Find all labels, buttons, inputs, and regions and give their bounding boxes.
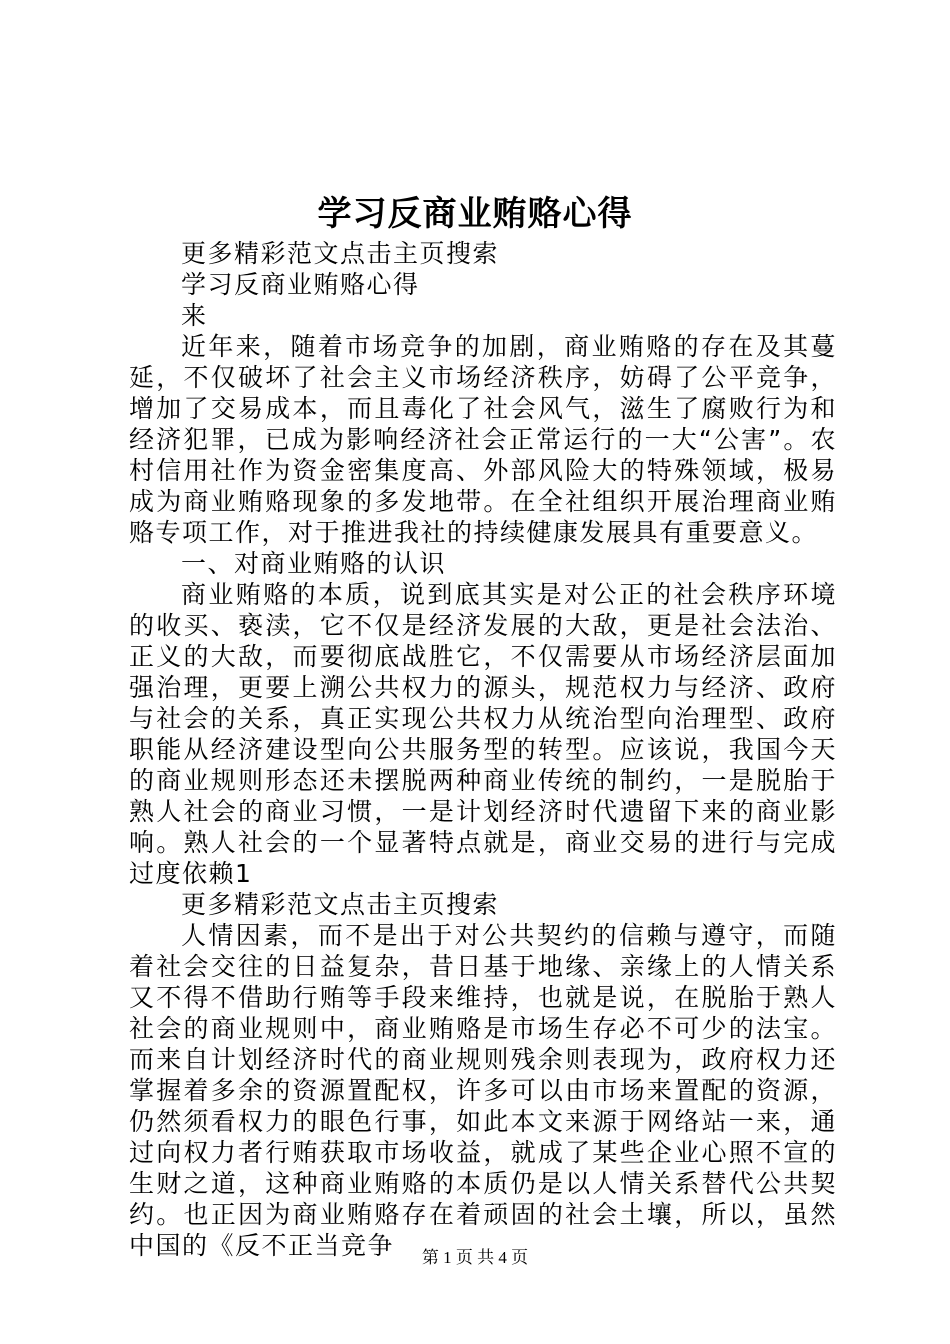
page-footer: 第 1 页 共 4 页: [421, 1248, 529, 1267]
paragraph-essence: 商业贿赂的本质，说到底其实是对公正的社会秩序环境的收买、亵渎，它不仅是经济发展的大敌，更是社会法治、正义的大敌，而要彻底战胜它，不仅需要从市场经济层面加强治理，更要上溯公共权力的源头，规范权力与经济、政府与社会的关系，真正实现公共权力从统治型向治理型、政府职能从经济建设型向公共服务型的转型。应该说，我国今天的商业规则形态还未摆脱两种商业传统的制约，一是脱胎于熟人社会的商业习惯，一是计划经济时代遗留下来的商业影响。熟人社会的一个显著特点就是，商业交易的进行与完成过度依赖1: [129, 580, 837, 888]
section-heading-1: 一、对商业贿赂的认识: [181, 549, 447, 578]
document-title: 学习反商业贿赂心得: [317, 194, 633, 234]
header-note: 更多精彩范文点击主页搜索: [181, 239, 500, 268]
document-body: [129, 238, 837, 1261]
page-break-note: 更多精彩范文点击主页搜索: [181, 890, 500, 919]
subtitle-line: 学习反商业贿赂心得: [181, 270, 420, 299]
paragraph-intro: 近年来，随着市场竞争的加剧，商业贿赂的存在及其蔓延，不仅破坏了社会主义市场经济秩序，妨碍了公平竞争，增加了交易成本，而且毒化了社会风气，滋生了腐败行为和经济犯罪，已成为影响经济社会正常运行的一大“公害”。农村信用社作为资金密集度高、外部风险大的特殊领域，极易成为商业贿赂现象的多发地带。在全社组织开展治理商业贿赂专项工作，对于推进我社的持续健康发展具有重要意义。: [129, 332, 837, 547]
source-line: 来: [181, 301, 208, 330]
paragraph-continuation: 人情因素，而不是出于对公共契约的信赖与遵守，而随着社会交往的日益复杂，昔日基于地缘、亲缘上的人情关系又不得不借助行贿等手段来维持，也就是说，在脱胎于熟人社会的商业规则中，商业贿赂是市场生存必不可少的法宝。而来自计划经济时代的商业规则残余则表现为，政府权力还掌握着多余的资源置配权，许多可以由市场来置配的资源，仍然须看权力的眼色行事，如此本文来源于网络站一来，通过向权力者行贿获取市场收益，就成了某些企业心照不宣的生财之道，这种商业贿赂的本质仍是以人情关系替代公共契约。也正因为商业贿赂存在着顽固的社会土壤，所以，虽然中国的《反不正当竞争: [129, 921, 837, 1260]
